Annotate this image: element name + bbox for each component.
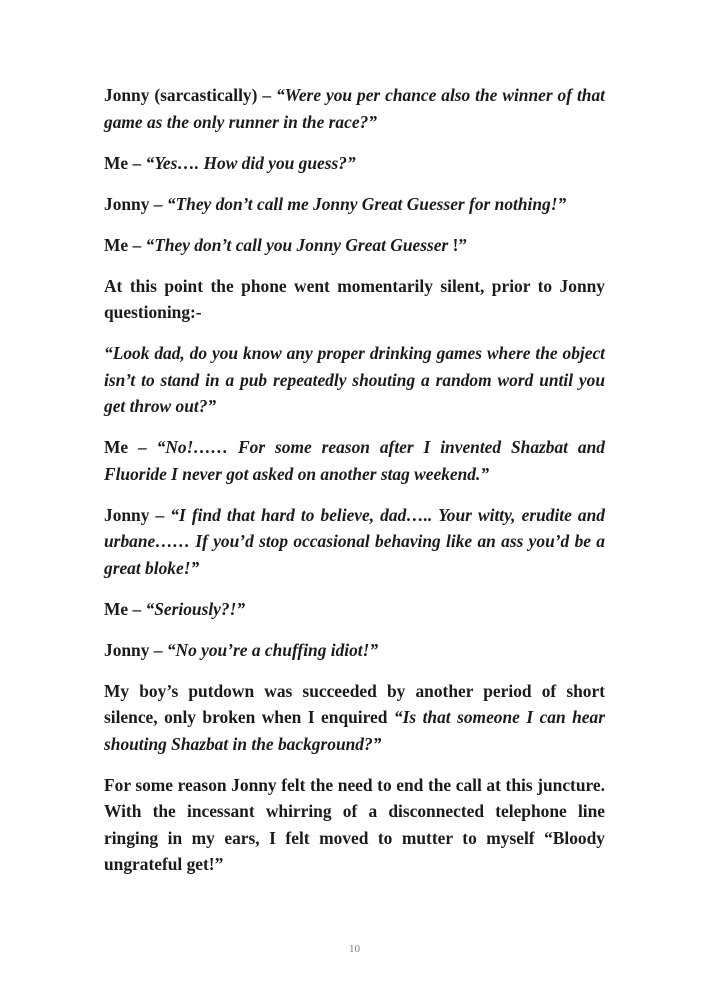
speaker-text: Me – [104, 598, 146, 619]
quote-text: “Is that someone I can hear shouting Shazbat in the background?” [104, 707, 605, 754]
speaker-text: Me – [104, 152, 146, 173]
quote-text: “Were you per chance also the winner of that game as the only runner in the race?” [104, 85, 605, 132]
page-number: 10 [349, 943, 360, 955]
speaker-text: My boy’s putdown was succeeded by another period of short silence, only broken when I enquired [104, 680, 605, 727]
speaker-text: Jonny – [104, 504, 171, 525]
paragraph-4 [104, 232, 605, 259]
quote-text: “Look dad, do you know any proper drinking games where the object isn’t to stand in a pub repeatedly shouting a random word until you get throw out?” [104, 343, 605, 416]
paragraph-8 [104, 502, 605, 582]
speaker-text: At this point the phone went momentarily silent, prior to Jonny questioning:- [104, 275, 605, 322]
quote-text: “They don’t call me Jonny Great Guesser for nothing!” [166, 193, 567, 214]
trailing-text: !” [452, 234, 468, 255]
speaker-text: Me – [104, 437, 157, 457]
quote-text: “Seriously?!” [145, 598, 246, 619]
paragraph-12 [104, 772, 605, 878]
paragraph-2 [104, 150, 605, 177]
paragraph-5 [104, 273, 605, 326]
quote-text: “I find that hard to believe, dad….. Your witty, erudite and urbane…… If you’d stop occasional behaving like an ass you’d be a great bloke!” [104, 504, 605, 578]
paragraph-1 [104, 82, 605, 135]
paragraph-10 [104, 637, 605, 664]
document-body [104, 82, 605, 878]
speaker-text: Jonny – [104, 193, 167, 214]
paragraph-3 [104, 191, 605, 218]
speaker-text: Jonny (sarcastically) – [104, 85, 276, 105]
speaker-text: For some reason Jonny felt the need to end the call at this juncture. With the incessant whirring of a disconnected telephone line ringing in my ears, I felt moved to mutter to myself “Bloody ungrateful get!” [104, 774, 605, 874]
speaker-text: Me – [104, 234, 146, 255]
paragraph-6 [104, 340, 605, 420]
paragraph-7 [104, 434, 605, 487]
paragraph-11 [104, 678, 605, 758]
quote-text: “They don’t call you Jonny Great Guesser [145, 234, 453, 255]
quote-text: “No!…… For some reason after I invented Shazbat and Fluoride I never got asked on another stag weekend.” [104, 437, 605, 484]
quote-text: “Yes…. How did you guess?” [145, 152, 356, 173]
paragraph-9 [104, 596, 605, 623]
quote-text: “No you’re a chuffing idiot!” [166, 639, 379, 660]
speaker-text: Jonny – [104, 639, 167, 660]
